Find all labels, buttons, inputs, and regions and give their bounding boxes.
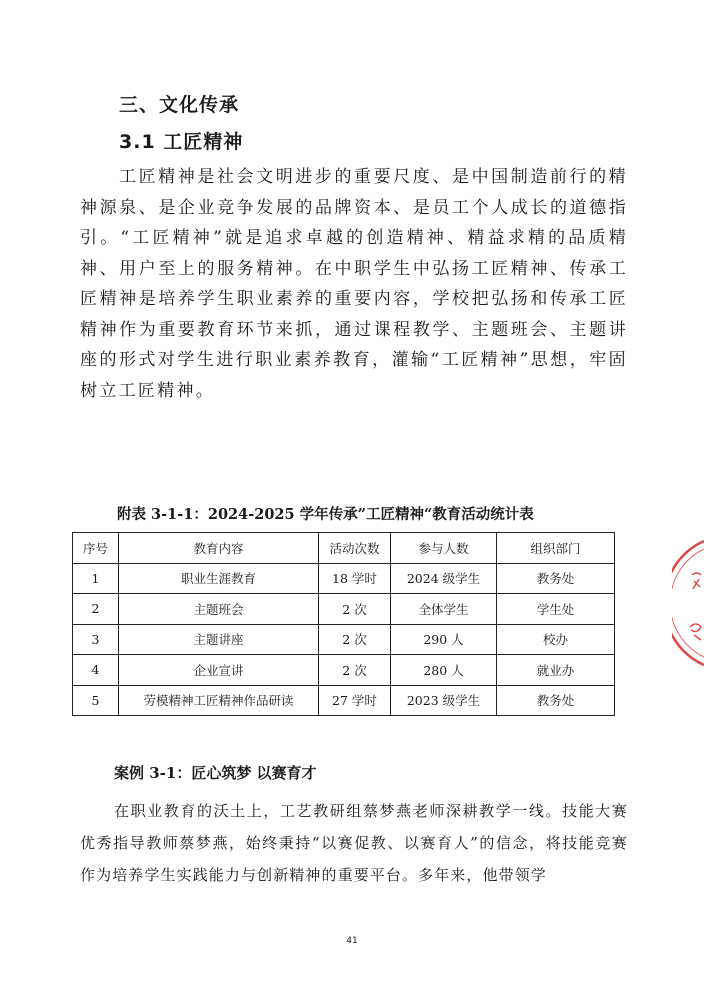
table-cell: 教务处 xyxy=(497,685,615,716)
header-cell: 活动次数 xyxy=(319,533,391,564)
table-cell: 校办 xyxy=(497,624,615,655)
table-cell: 教务处 xyxy=(497,563,615,594)
table-cell: 就业办 xyxy=(497,655,615,686)
table-cell: 2 次 xyxy=(319,624,391,655)
table-cell: 学生处 xyxy=(497,594,615,625)
page-number: 41 xyxy=(346,936,358,946)
section-heading: 三、文化传承 xyxy=(119,94,240,116)
paragraph-case: 在职业教育的沃土上，工艺教研组蔡梦燕老师深耕教学一线。技能大赛优秀指导教师蔡梦燕，始终秉持“以赛促教、以赛育人”的信念，将技能竞赛作为培养学生实践能力与创新精神的重要平台。多年来，他带领学 xyxy=(80,802,628,884)
table-cell: 2024 级学生 xyxy=(391,563,497,594)
header-cell: 教育内容 xyxy=(119,533,319,564)
table-row xyxy=(73,655,615,686)
table-cell: 主题讲座 xyxy=(119,624,319,655)
table-cell: 2023 级学生 xyxy=(391,685,497,716)
paragraph-craftsmanship: 工匠精神是社会文明进步的重要尺度、是中国制造前行的精神源泉、是企业竞争发展的品牌资本、是员工个人成长的道德指引。“工匠精神”就是追求卓越的创造精神、精益求精的品质精神、用户至上的服务精神。在中职学生中弘扬工匠精神、传承工匠精神是培养学生职业素养的重要内容，学校把弘扬和传承工匠精神作为重要教育环节来抓，通过课程教学、主题班会、主题讲座的形式对学生进行职业素养教育，灌输“工匠精神”思想，牢固树立工匠精神。 xyxy=(80,167,628,401)
table-cell: 2 次 xyxy=(319,594,391,625)
table-row xyxy=(73,594,615,625)
table-row xyxy=(73,563,615,594)
table-cell: 5 xyxy=(73,685,119,716)
case-title: 案例 3-1：匠心筑梦 以赛育才 xyxy=(114,764,317,782)
table-cell: 290 人 xyxy=(391,624,497,655)
table-cell: 27 学时 xyxy=(319,685,391,716)
table-header-row xyxy=(73,533,615,564)
table-cell: 280 人 xyxy=(391,655,497,686)
header-cell: 组织部门 xyxy=(497,533,615,564)
table-caption: 附表 3-1-1：2024-2025 学年传承”工匠精神“教育活动统计表 xyxy=(117,506,534,523)
header-cell: 参与人数 xyxy=(391,533,497,564)
table-cell: 职业生涯教育 xyxy=(119,563,319,594)
table-cell: 3 xyxy=(73,624,119,655)
table-cell: 主题班会 xyxy=(119,594,319,625)
activity-stats-table xyxy=(72,532,615,716)
table-cell: 2 次 xyxy=(319,655,391,686)
table-row xyxy=(73,685,615,716)
table-cell: 2 xyxy=(73,594,119,625)
header-cell: 序号 xyxy=(73,533,119,564)
table-cell: 劳模精神工匠精神作品研读 xyxy=(119,685,319,716)
table-cell: 全体学生 xyxy=(391,594,497,625)
table-cell: 18 学时 xyxy=(319,563,391,594)
table-cell: 1 xyxy=(73,563,119,594)
table-cell: 4 xyxy=(73,655,119,686)
seal-stamp-icon xyxy=(672,535,704,670)
table-cell: 企业宣讲 xyxy=(119,655,319,686)
table-row xyxy=(73,624,615,655)
subsection-heading: 3.1 工匠精神 xyxy=(119,131,244,153)
